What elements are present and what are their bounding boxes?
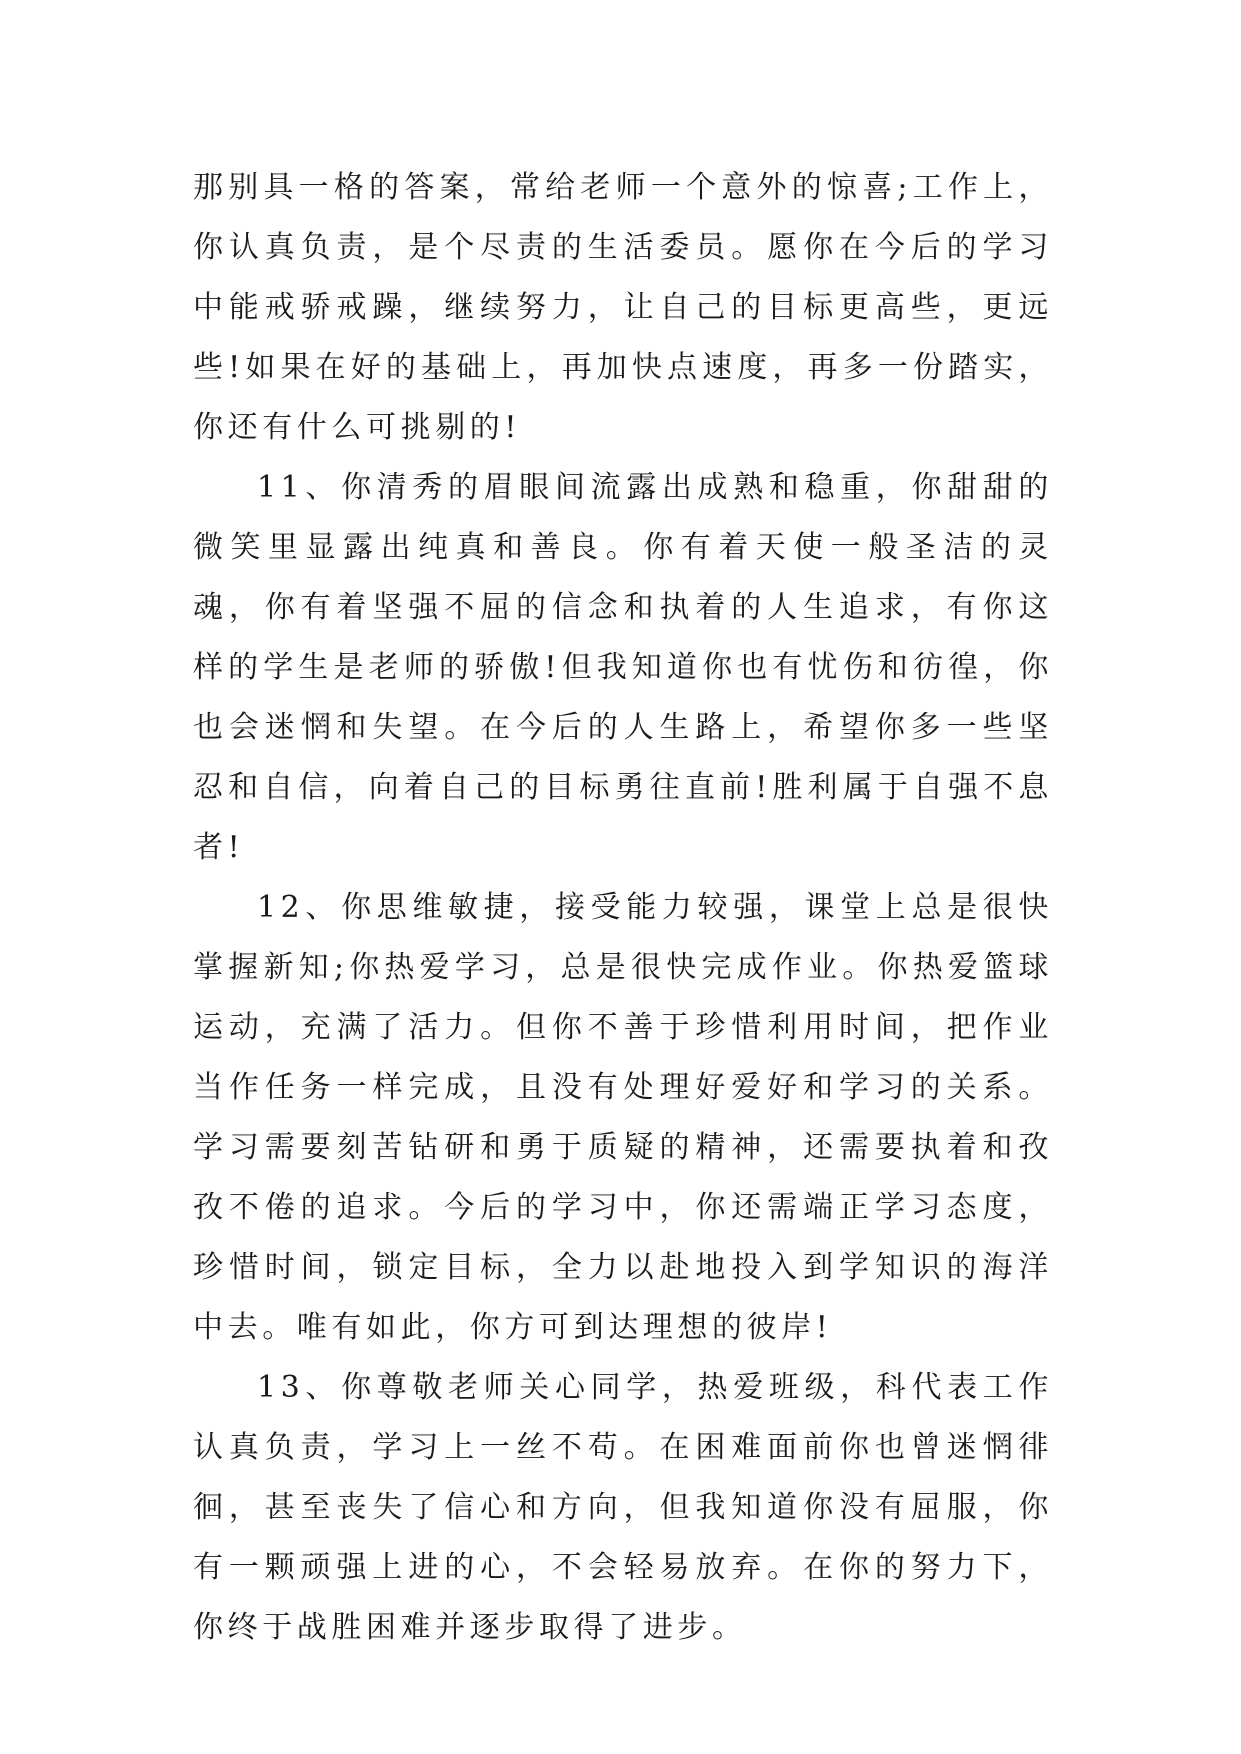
paragraph-item-12: 12、你思维敏捷，接受能力较强，课堂上总是很快掌握新知;你热爱学习，总是很快完成作业。你热爱篮球运动，充满了活力。但你不善于珍惜利用时间，把作业当作任务一样完成，且没有处理好爱好和学习的关系。学习需要刻苦钻研和勇于质疑的精神，还需要执着和孜孜不倦的追求。今后的学习中，你还需端正学习态度，珍惜时间，锁定目标，全力以赴地投入到学知识的海洋中去。唯有如此，你方可到达理想的彼岸! (193, 890, 1053, 1345)
paragraph-continuation: 那别具一格的答案，常给老师一个意外的惊喜;工作上，你认真负责，是个尽责的生活委员。愿你在今后的学习中能戒骄戒躁，继续努力，让自己的目标更高些，更远些!如果在好的基础上，再加快点速度，再多一份踏实，你还有什么可挑剔的! (193, 170, 1053, 445)
paragraph-item-11: 11、你清秀的眉眼间流露出成熟和稳重，你甜甜的微笑里显露出纯真和善良。你有着天使一般圣洁的灵魂，你有着坚强不屈的信念和执着的人生追求，有你这样的学生是老师的骄傲!但我知道你也有忧伤和彷徨，你也会迷惘和失望。在今后的人生路上，希望你多一些坚忍和自信，向着自己的目标勇往直前!胜利属于自强不息者! (193, 470, 1053, 865)
paragraph-item-13: 13、你尊敬老师关心同学，热爱班级，科代表工作认真负责，学习上一丝不苟。在困难面前你也曾迷惘徘徊，甚至丧失了信心和方向，但我知道你没有屈服，你有一颗顽强上进的心，不会轻易放弃。在你的努力下，你终于战胜困难并逐步取得了进步。 (193, 1370, 1053, 1645)
document-body (193, 158, 1053, 1658)
